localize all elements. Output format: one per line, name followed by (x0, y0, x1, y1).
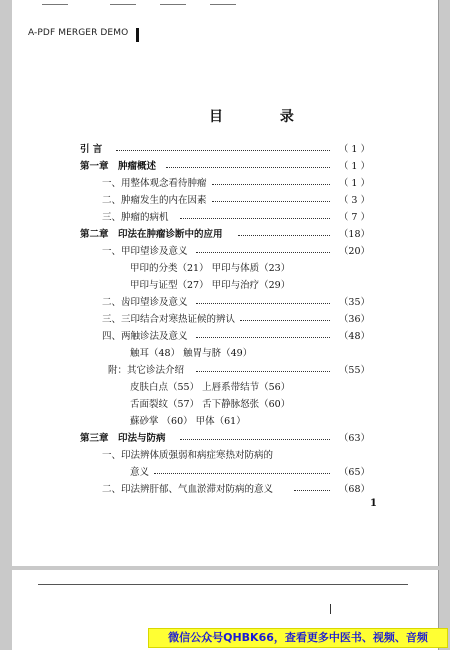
toc-text: 四、两触诊法及意义 (102, 331, 188, 342)
toc-page: （48） (338, 331, 370, 342)
toc-page: （65） (338, 467, 370, 478)
toc-entry[interactable] (80, 228, 370, 242)
toc-text: 三、肿瘤的病机 (102, 212, 169, 223)
toc-entry[interactable] (80, 330, 370, 344)
toc-entry[interactable] (80, 143, 370, 157)
toc-text: 二、肿瘤发生的内在因素 (102, 195, 207, 206)
toc-subentry: 触耳（48） 触胃与脐（49） (130, 348, 253, 359)
promo-banner[interactable]: 微信公众号QHBK66，查看更多中医书、视频、音频 (148, 628, 448, 648)
toc-entry[interactable] (80, 466, 370, 480)
page-title: 目 录 (209, 109, 320, 125)
page-mark (330, 604, 331, 614)
toc-entry[interactable] (80, 364, 370, 378)
toc-page: （ 1 ） (338, 178, 370, 189)
toc-text: 三、三印结合对寒热证候的辨认 (102, 314, 236, 325)
toc-text: 肿瘤概述 (118, 161, 157, 172)
text-cursor (136, 28, 139, 42)
toc-text: 印法在肿瘤诊断中的应用 (118, 229, 223, 240)
toc-label: 引 言 (80, 144, 103, 155)
toc-entry[interactable] (80, 211, 370, 225)
toc-text: 二、印法辨肝郁、气血淤滞对防病的意义 (102, 484, 274, 495)
toc-text: 一、用整体观念看待肿瘤 (102, 178, 207, 189)
toc-text: 一、甲印望诊及意义 (102, 246, 188, 257)
toc-page: （20） (338, 246, 370, 257)
toc-entry[interactable] (80, 313, 370, 327)
page-number: 1 (370, 498, 377, 509)
toc-subentry: 舌面裂纹（57） 舌下静脉怒张（60） (130, 399, 291, 410)
toc-entry[interactable] (80, 483, 370, 497)
toc-entry[interactable] (80, 432, 370, 446)
toc-page: （55） (338, 365, 370, 376)
toc-page: （68） (338, 484, 370, 495)
toc-label: 第一章 (80, 161, 109, 172)
toc-entry[interactable] (80, 245, 370, 259)
page-divider (38, 584, 408, 585)
toc-subentry: 甲印与证型（27） 甲印与治疗（29） (130, 280, 291, 291)
toc-page: （ 1 ） (338, 144, 370, 155)
watermark-text: A-PDF MERGER DEMO (28, 28, 129, 38)
toc-page: （18） (338, 229, 370, 240)
toc-entry[interactable] (80, 177, 370, 191)
toc-page: （ 3 ） (338, 195, 370, 206)
toc-text: 附：其它诊法介绍 (108, 365, 185, 376)
toc-page: （ 1 ） (338, 161, 370, 172)
toc-text: 意义 (130, 467, 150, 478)
toc-label: 第三章 (80, 433, 109, 444)
toc-text: 印法与防病 (118, 433, 166, 444)
toc-entry[interactable] (80, 296, 370, 310)
toc-page: （ 7 ） (338, 212, 370, 223)
toc-page: （36） (338, 314, 370, 325)
toc-entry[interactable] (80, 160, 370, 174)
toc-text: 二、齿印望诊及意义 (102, 297, 188, 308)
toc-page: （63） (338, 433, 370, 444)
toc-entry[interactable] (80, 194, 370, 208)
toc-subentry: 蘇砂掌 （60） 甲体（61） (130, 416, 246, 427)
toc-subentry: 甲印的分类（21） 甲印与体质（23） (130, 263, 291, 274)
toc-page: （35） (338, 297, 370, 308)
toc-subentry: 一、印法辨体质强弱和病症寒热对防病的 (102, 450, 274, 461)
toc-label: 第二章 (80, 229, 109, 240)
toc-subentry: 皮肤白点（55） 上唇系带结节（56） (130, 382, 291, 393)
